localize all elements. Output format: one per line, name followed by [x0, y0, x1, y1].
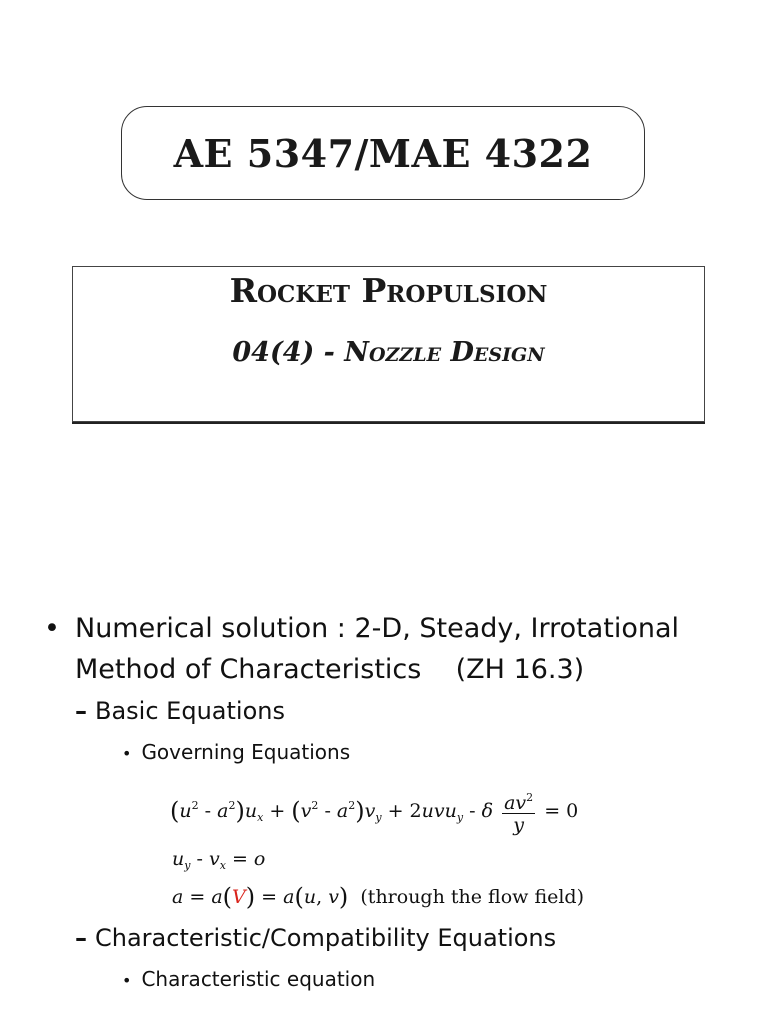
main-bullet-line-1: Numerical solution : 2-D, Steady, Irrotational — [75, 613, 680, 644]
main-bullet-line-2: Method of Characteristics (ZH 16.3) — [75, 654, 585, 685]
title-box — [121, 106, 645, 200]
equation-governing-3: a = a(V) = a(u, v) (through the flow field) — [172, 883, 585, 911]
sub-sub-bullet-label: Governing Equations — [141, 740, 351, 764]
dash-marker: – — [75, 924, 87, 952]
sub-sub-bullet-governing — [122, 740, 350, 764]
bullet-dot: • — [122, 971, 132, 990]
equation-governing-1: $(u^2 - a^2)u_x + (v^2 - a^2)v_y + 2uvu_y - \delta$ $\frac{av^2}{y}$ = 0 — [170, 788, 578, 836]
sub-sub-bullet-label: Characteristic equation — [141, 967, 376, 991]
sub-sub-bullet-characteristic-eq — [122, 967, 375, 991]
lecture-name: 04(4) - Nozzle Design — [232, 337, 545, 368]
subtitle-box — [72, 266, 705, 422]
dash-marker: – — [75, 697, 87, 725]
sub-bullet-label: Basic Equations — [95, 697, 285, 725]
bullet-dot: • — [122, 744, 132, 763]
equation-governing-2: $u_y - v_x = o$ — [172, 848, 266, 872]
equation-note: (through the flow field) — [360, 886, 585, 908]
sub-bullet-basic-equations — [75, 697, 285, 725]
bullet-dot: • — [44, 613, 60, 644]
course-name: Rocket Propulsion — [229, 271, 548, 310]
main-bullet — [44, 608, 744, 690]
slide-title: AE 5347/MAE 4322 — [173, 130, 593, 176]
sub-bullet-characteristic — [75, 924, 556, 952]
sub-bullet-label: Characteristic/Compatibility Equations — [95, 924, 557, 952]
